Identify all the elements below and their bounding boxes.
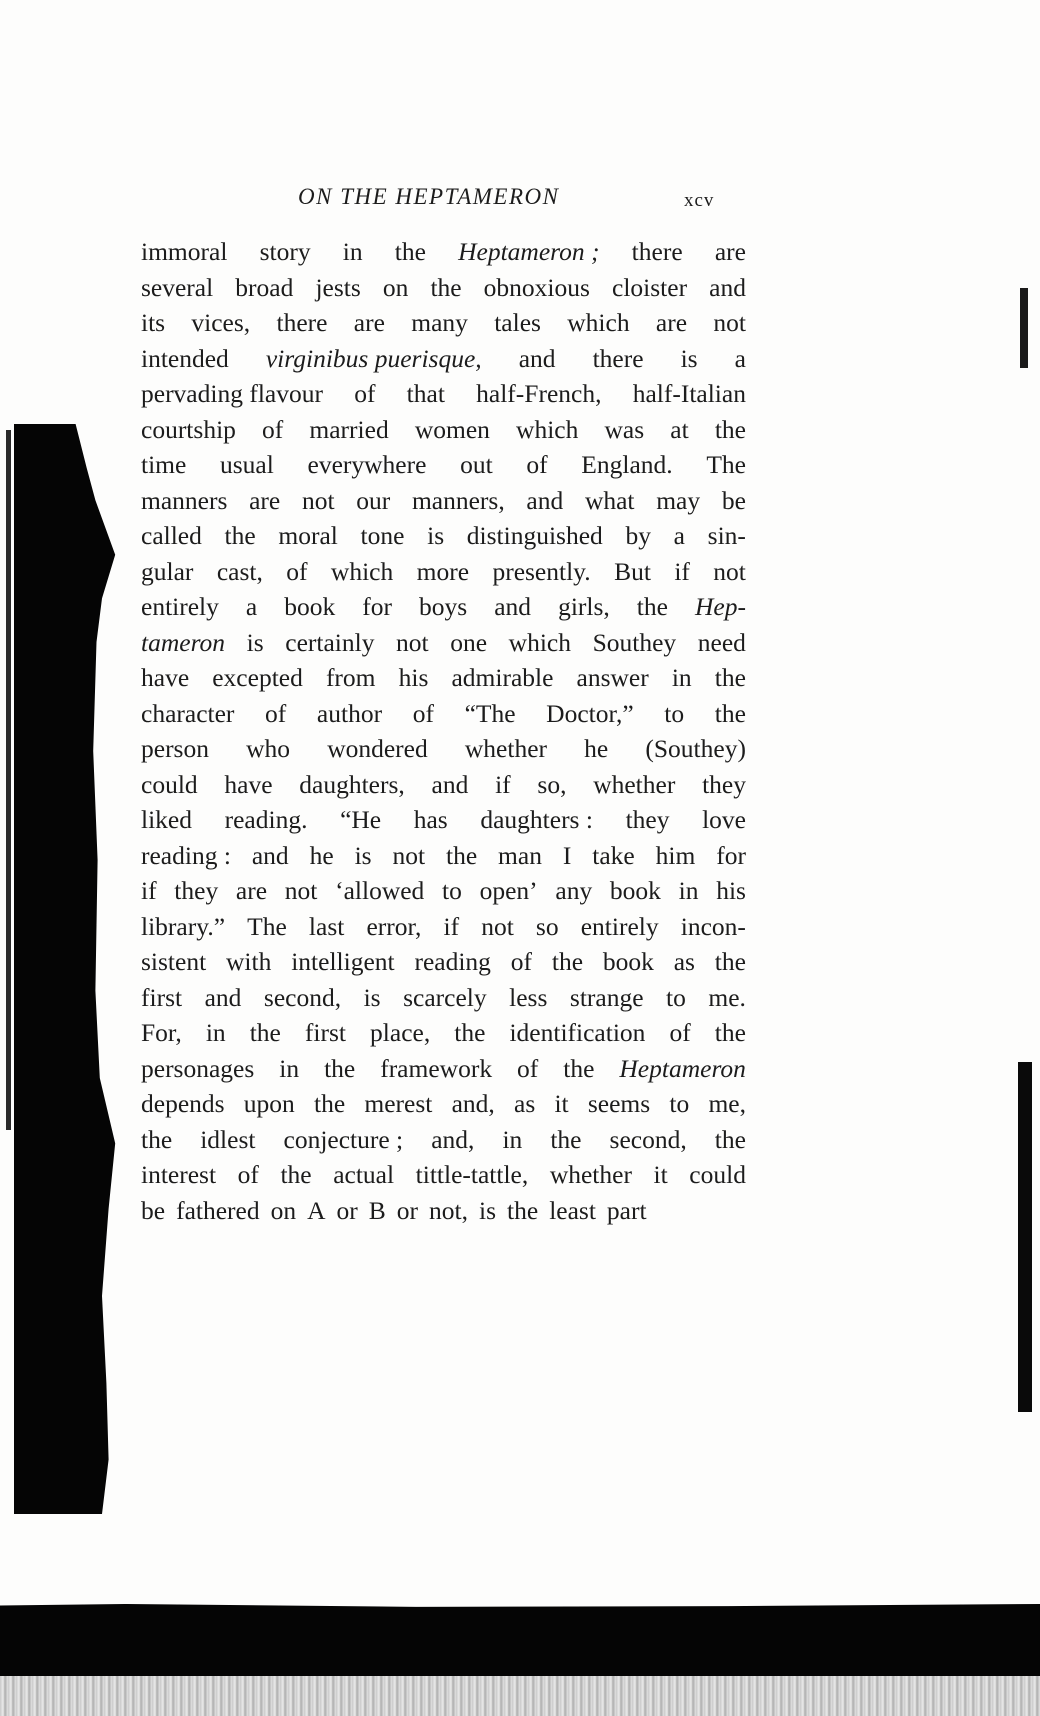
word: of [265, 698, 287, 728]
word: that [406, 379, 445, 408]
page-number: xcv [684, 190, 715, 211]
word: cloister [612, 272, 688, 302]
word: not [481, 911, 514, 941]
word: of [262, 414, 284, 444]
word: wondered [327, 734, 428, 763]
word: and [494, 592, 532, 621]
word: or [396, 1195, 419, 1225]
text-line [141, 1015, 746, 1051]
word: the [141, 1124, 173, 1154]
word: be [141, 1195, 166, 1225]
word: by [625, 521, 651, 550]
word: incon- [680, 911, 746, 941]
word: whether [549, 1160, 632, 1189]
word: merest [364, 1089, 433, 1118]
scan-shadow-bottom [0, 1604, 1040, 1676]
word: time [141, 450, 187, 479]
word: usual [220, 450, 274, 479]
word: first [304, 1018, 346, 1047]
word: of [669, 1018, 691, 1047]
word: or [336, 1195, 358, 1225]
word: actual [333, 1160, 395, 1189]
word: and, [431, 1124, 475, 1154]
word: not [713, 308, 746, 337]
word: the [714, 414, 746, 444]
word: half-French, [476, 379, 602, 408]
text-line [141, 838, 746, 874]
word: a [245, 592, 258, 621]
scan-edge-strip [6, 430, 11, 1130]
text-line [141, 625, 746, 661]
word: author [316, 698, 383, 728]
word: intended [141, 343, 229, 373]
word: one [450, 627, 488, 657]
word: which [567, 308, 630, 337]
text-line [141, 873, 746, 909]
word: who [246, 734, 291, 763]
word: ‘allowed [335, 876, 425, 905]
word: it [554, 1089, 569, 1118]
word: tittle-tattle, [415, 1160, 529, 1189]
word: the [445, 840, 478, 870]
body-text [141, 234, 746, 1228]
word: book [602, 947, 654, 976]
text-line [141, 980, 746, 1016]
text-line [141, 589, 746, 625]
word: The [706, 450, 746, 479]
word: what [584, 485, 635, 515]
word: as [673, 947, 695, 976]
text-line [141, 1122, 746, 1158]
word: a [673, 521, 685, 550]
word: they [174, 876, 219, 905]
word: and, [451, 1089, 495, 1118]
word: scarcely [403, 982, 487, 1012]
word: jests [315, 272, 361, 302]
word: at [670, 414, 689, 444]
word: take [592, 840, 635, 870]
word: which [516, 414, 579, 444]
word: on [270, 1195, 297, 1225]
word: open’ [479, 876, 538, 905]
word: is [363, 982, 381, 1012]
word: in [279, 1053, 300, 1083]
word: from [325, 663, 376, 692]
word: The [247, 911, 287, 941]
word: admirable [451, 663, 554, 692]
word: reading [414, 947, 491, 976]
word: everywhere [307, 450, 427, 479]
word: and [526, 485, 564, 515]
word: married [309, 414, 389, 444]
word: me. [708, 982, 746, 1012]
word: is [680, 343, 698, 373]
word: library.” [141, 911, 226, 941]
word: of [526, 450, 548, 479]
scan-shadow-left [14, 424, 124, 1514]
word: in [205, 1018, 226, 1047]
word: tone [360, 521, 405, 550]
word: the [714, 698, 746, 728]
word: England. [581, 450, 673, 479]
word: liked [141, 805, 192, 834]
word: to [664, 698, 685, 728]
word: of [354, 379, 376, 408]
text-line [141, 1157, 746, 1193]
word: has [413, 805, 448, 834]
word: the [636, 592, 668, 621]
word: so, [537, 769, 567, 799]
word: have [224, 769, 273, 799]
text-line [141, 767, 746, 803]
word: obnoxious [483, 272, 590, 302]
word: vices, [191, 308, 251, 337]
word: error, [366, 911, 422, 941]
word: book [284, 592, 336, 621]
word: they [625, 805, 670, 834]
word: certainly [285, 627, 375, 657]
word: the [714, 947, 746, 976]
word: daughters : [480, 805, 593, 834]
word: the [714, 663, 746, 692]
word: of [286, 556, 308, 586]
word: are [249, 485, 281, 515]
word: his [716, 876, 746, 905]
word: broad [235, 272, 294, 302]
word: have [141, 663, 190, 692]
scan-mark-right-top [1020, 288, 1028, 368]
word: on [382, 272, 409, 302]
word: For, [141, 1018, 182, 1047]
word: any [555, 876, 593, 905]
word: manners [141, 485, 228, 515]
word: courtship [141, 414, 236, 444]
word: the [314, 1089, 346, 1118]
word: personages [141, 1053, 255, 1083]
word: me, [708, 1089, 746, 1118]
word: many [411, 308, 468, 337]
word: Doctor,” [546, 698, 634, 728]
word: conjecture ; [283, 1124, 404, 1154]
word: may [656, 485, 701, 515]
scan-shadow-right [1018, 1062, 1032, 1412]
word: there [592, 343, 644, 373]
word: not [713, 556, 746, 586]
word: gular [141, 556, 194, 586]
word: man [498, 840, 542, 870]
word: which [508, 627, 571, 657]
word: not [396, 627, 429, 657]
word: for [716, 840, 746, 870]
text-line [141, 731, 746, 767]
text-line [141, 802, 746, 838]
running-head [0, 184, 1040, 214]
word: the [249, 1018, 281, 1047]
word: entirely [141, 592, 219, 621]
word: “He [340, 805, 382, 834]
word: him [655, 840, 696, 870]
word: and [204, 982, 242, 1012]
word: as [514, 1089, 536, 1118]
word: identification [509, 1018, 646, 1047]
word: intelligent [291, 947, 395, 976]
word: depends [141, 1089, 225, 1118]
word: not, [429, 1195, 469, 1225]
text-line [141, 660, 746, 696]
word: less [509, 982, 548, 1012]
word: and [431, 769, 469, 799]
word: called [141, 521, 202, 550]
word: for [362, 592, 392, 621]
word: he [309, 840, 334, 870]
word: a [734, 343, 746, 373]
word: love [702, 805, 746, 834]
word: several [141, 272, 214, 302]
word: the [430, 272, 462, 302]
word: the [507, 1195, 539, 1225]
word: girls, [558, 592, 610, 621]
word: A [307, 1195, 326, 1225]
word: second, [609, 1124, 687, 1154]
word: framework [380, 1053, 493, 1083]
word: could [141, 769, 198, 799]
word: person [141, 734, 209, 763]
word: manners, [411, 485, 505, 515]
word: boys [419, 592, 468, 621]
word: Heptameron ; [458, 237, 600, 266]
word: Hep- [694, 592, 746, 621]
word: if [141, 876, 157, 905]
word: to [666, 982, 686, 1012]
word: are [353, 308, 385, 337]
word: (Southey) [645, 734, 746, 763]
word: his [398, 663, 429, 692]
word: place, [370, 1018, 431, 1047]
word: fathered [176, 1195, 260, 1225]
word: But [614, 556, 651, 586]
word: Southey [592, 627, 677, 657]
word: of [237, 1160, 259, 1189]
word: its [141, 308, 166, 337]
word: to [442, 876, 462, 905]
word: answer [576, 663, 649, 692]
word: out [460, 450, 493, 479]
text-line [141, 944, 746, 980]
word: is [479, 1195, 497, 1225]
word: sistent [141, 947, 207, 976]
word: presently. [492, 556, 591, 586]
word: so [535, 911, 559, 941]
word: not [301, 485, 335, 515]
word: be [721, 485, 746, 515]
word: B [368, 1195, 386, 1225]
word: the [224, 521, 256, 550]
text-line [141, 447, 746, 483]
word: if [674, 556, 690, 586]
word: least [549, 1195, 596, 1225]
word: the [454, 1018, 486, 1047]
word: reading. [224, 805, 308, 834]
text-line [141, 518, 746, 554]
word: last [308, 911, 345, 941]
word: I [562, 840, 572, 870]
word: need [697, 627, 746, 657]
word: sin- [707, 521, 746, 550]
word: tales [494, 308, 541, 337]
word: if [495, 769, 511, 799]
word: story [259, 237, 311, 266]
word: the [394, 237, 426, 266]
word: in [678, 876, 699, 905]
word: excepted [212, 663, 303, 692]
word: character [141, 698, 235, 728]
word: moral [278, 521, 338, 550]
word: Heptameron [619, 1053, 746, 1083]
word: there [276, 308, 328, 337]
word: the [280, 1160, 312, 1189]
word: entirely [580, 911, 659, 941]
word: in [671, 663, 692, 692]
text-line [141, 412, 746, 448]
text-line [141, 1051, 746, 1087]
word: idlest [200, 1124, 256, 1154]
word: are [714, 237, 746, 266]
word: is [427, 521, 445, 550]
text-line [141, 305, 746, 341]
word: of [412, 698, 434, 728]
word: second, [263, 982, 342, 1012]
word: and [518, 343, 556, 373]
word: he [584, 734, 609, 763]
word: half-Italian [632, 379, 746, 408]
word: the [324, 1053, 356, 1083]
word: interest [141, 1160, 217, 1189]
word: virginibus puerisque, [265, 343, 482, 373]
text-line [141, 909, 746, 945]
word: is [246, 627, 264, 657]
word: it [653, 1160, 668, 1189]
word: not [284, 876, 318, 905]
running-title: ON THE HEPTAMERON [298, 184, 560, 209]
word: pervading flavour [141, 379, 323, 408]
word: book [609, 876, 661, 905]
word: to [669, 1089, 690, 1118]
word: tameron [141, 627, 226, 657]
word: the [563, 1053, 595, 1083]
word: distinguished [466, 521, 603, 550]
word: immoral [141, 237, 228, 266]
word: if [443, 911, 460, 941]
word: daughters, [299, 769, 405, 799]
word: the [550, 1124, 582, 1154]
scan-noise-bottom [0, 1676, 1040, 1716]
word: first [141, 982, 183, 1012]
word: whether [464, 734, 548, 763]
word: women [414, 414, 490, 444]
text-line [141, 376, 746, 412]
text-line [141, 483, 746, 519]
text-line [141, 234, 746, 270]
text-line [141, 270, 746, 306]
word: in [342, 237, 363, 266]
word: which [330, 556, 394, 586]
text-line [141, 696, 746, 732]
text-line [141, 554, 746, 590]
word: was [604, 414, 645, 444]
word: in [502, 1124, 523, 1154]
word: are [235, 876, 268, 905]
word: our [356, 485, 391, 515]
word: cast, [216, 556, 263, 586]
word: is [354, 840, 372, 870]
word: whether [593, 769, 676, 799]
word: there [631, 237, 683, 266]
word: upon [243, 1089, 295, 1118]
word: the [714, 1124, 746, 1154]
word: the [714, 1018, 746, 1047]
word: seems [587, 1089, 651, 1118]
word: and [709, 272, 746, 302]
text-line [141, 1086, 746, 1122]
word: reading : [141, 840, 231, 870]
word: part [606, 1195, 647, 1225]
word: of [510, 947, 533, 976]
word: more [416, 556, 470, 586]
word: and [251, 840, 289, 870]
word: are [655, 308, 688, 337]
word: could [689, 1160, 746, 1189]
word: with [226, 947, 272, 976]
word: strange [569, 982, 644, 1012]
word: they [702, 769, 746, 799]
word: “The [464, 698, 516, 728]
word: of [517, 1053, 539, 1083]
text-line [141, 341, 746, 377]
word: the [551, 947, 584, 976]
word: not [392, 840, 426, 870]
text-line [141, 1193, 746, 1229]
